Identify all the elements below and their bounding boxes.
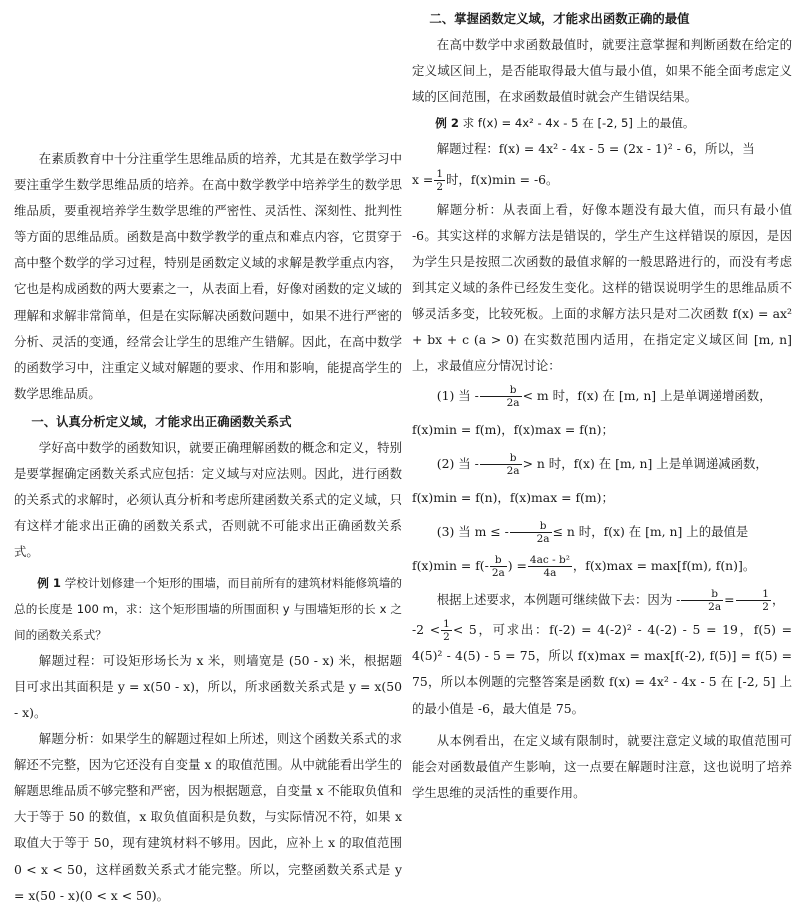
section-2-paragraph: 在高中数学中求函数最值时，就要注意掌握和判断函数在给定的定义域区间上，是否能取得最大值与最小值，如果不能全面考虑定义域的区间范围，在求函数最值时就会产生错误结果。: [412, 37, 792, 105]
section-heading-2: 二、掌握函数定义域，才能求出函数正确的最值: [429, 11, 690, 26]
example-2-label: 例 2: [435, 116, 459, 131]
example-1-label: 例 1: [37, 575, 61, 590]
case-2: (2) 当 - $\frac{b}{2a}$ > n 时，f(x) 在 [m, n] 上是单调递减函数，: [436, 452, 768, 478]
solution-1: 解题过程：可设矩形场长为 x 米，则墙宽是 (50 - x) 米，根据题目可求出其面积是 y = x(50 - x)，所以，所求函数关系式是 y = x(50 - x)。: [14, 652, 402, 720]
analysis-2: 解题分析：从表面上看，好像本题没有最大值，而只有最小值 -6。其实这样的求解方法是错误的，学生产生这样错误的原因，是因为学生只是按照二次函数的最值求解的一般思路进行的，而没有考虑到其定义域的条件已经发生变化。这样的错误说明学生的思维品质不够灵活多变，比较死板。上面的求解方法只是对二次函数 f(x) = ax² + bx + c (a > 0) 在实数范围内适用，在指定定义域区间 [m, n] 上，求最值应分情况讨论：: [412, 201, 792, 374]
right-column: [412, 0, 792, 806]
case-3-result: f(x)min = f(- $\frac{b}{2a}$ ) = $\frac{\text{4ac - b²}}{4a}$ ，f(x)max = max[f(m), f(n)]。: [412, 554, 756, 580]
left-column: [14, 0, 402, 909]
intro-paragraph: 在素质教育中十分注重学生思维品质的培养，尤其是在数学学习中要注重学生数学思维品质的培养。在高中数学教学中培养学生的数学思维品质，要重视培养学生数学思维的严密性、灵活性、深刻性、批判性等方面的思维品质。函数是高中数学教学的重点和难点内容，它贯穿于高中整个数学的学习过程，特别是函数定义域的求解是教学重点内容，它也是构成函数的两大要素之一，从表面上看，好像对函数的定义域的理解和求解非常简单，但是在实际解决函数问题中，如果不进行严密的分析、灵活的变通，经常会让学生的思维产生错解。因此，在高中数学的函数学习中，注重定义域对解题的要求、作用和影响，能提高学生的数学思维品质。: [14, 151, 402, 401]
example-2: [412, 110, 792, 136]
analysis-1: 解题分析：如果学生的解题过程如上所述，则这个函数关系式的求解还不完整，因为它还没有自变量 x 的取值范围。从中就能看出学生的解题思维品质不够完整和严密，因为根据题意，自变量 x 不能取负值和大于等于 50 的数值，x 取负值面积是负数，与实际情况不符，如果 x 取值大于等于 50，现有建筑材料不够用。因此，应补上 x 的取值范围 0 < x < 50，这样函数关系式才能完整。所以，完整函数关系式是 y = x(50 - x)(0 < x < 50)。: [14, 731, 402, 903]
case-1: (1) 当 - $\frac{b}{2a}$ < m 时，f(x) 在 [m, n] 上是单调递增函数，: [436, 384, 772, 410]
section-heading-1: 一、认真分析定义域，才能求出正确函数关系式: [31, 413, 292, 429]
example-1: [14, 570, 402, 648]
continuation-paragraph: -2 < $\frac{1}{2}$ < 5，可求出：f(-2) = 4(-2)² - 4(-2) - 5 = 19，f(5) = 4(5)² - 4(5) - 5 = 75，所以 f(x)max = max[f(-2), f(5)] = f(5) = 75，所以本例题的完整答案是函数 f(x) = 4x² - 4x - 5 在 [-2, 5] 上的最小值是 -6，最大值是 75。: [412, 618, 793, 716]
continuation-line: 根据上述要求，本例题可继续做下去：因为 - $\frac{b}{2a}$ = $\frac{1}{2}$ ，: [436, 588, 785, 614]
example-1-text: 学校计划修建一个矩形的围墙，而目前所有的建筑材料能修筑墙的总的长度是 100 m，求：这个矩形围墙的所围面积 y 与围墙矩形的长 x 之间的函数关系式？: [14, 575, 402, 642]
case-3: (3) 当 m ≤ - $\frac{b}{2a}$ ≤ n 时，f(x) 在 [m, n] 上的最值是: [436, 520, 749, 546]
solution-2-result: x = $\frac{1}{2}$ 时，f(x)min = -6。: [412, 167, 559, 193]
example-2-text: 求 f(x) = 4x² - 4x - 5 在 [-2, 5] 上的最值。: [462, 116, 695, 131]
case-2-result: f(x)min = f(n)，f(x)max = f(m)；: [412, 490, 614, 506]
case-1-result: f(x)min = f(m)，f(x)max = f(n)；: [412, 422, 614, 438]
section-1-paragraph: 学好高中数学的函数知识，就要正确理解函数的概念和定义，特别是要掌握确定函数关系式应包括：定义域与对应法则。因此，进行函数的关系式的求解时，必须认真分析和考虑所建函数关系式的定义域，只有这样才能求出正确的函数关系式，否则就不可能求出正确函数关系式。: [14, 440, 402, 560]
conclusion-paragraph: 从本例看出，在定义域有限制时，就要注意定义域的取值范围可能会对函数最值产生影响，这一点要在解题时注意，这也说明了培养学生思维的灵活性的重要作用。: [412, 732, 792, 800]
solution-2: 解题过程：f(x) = 4x² - 4x - 5 = (2x - 1)² - 6，所以，当: [436, 141, 755, 157]
